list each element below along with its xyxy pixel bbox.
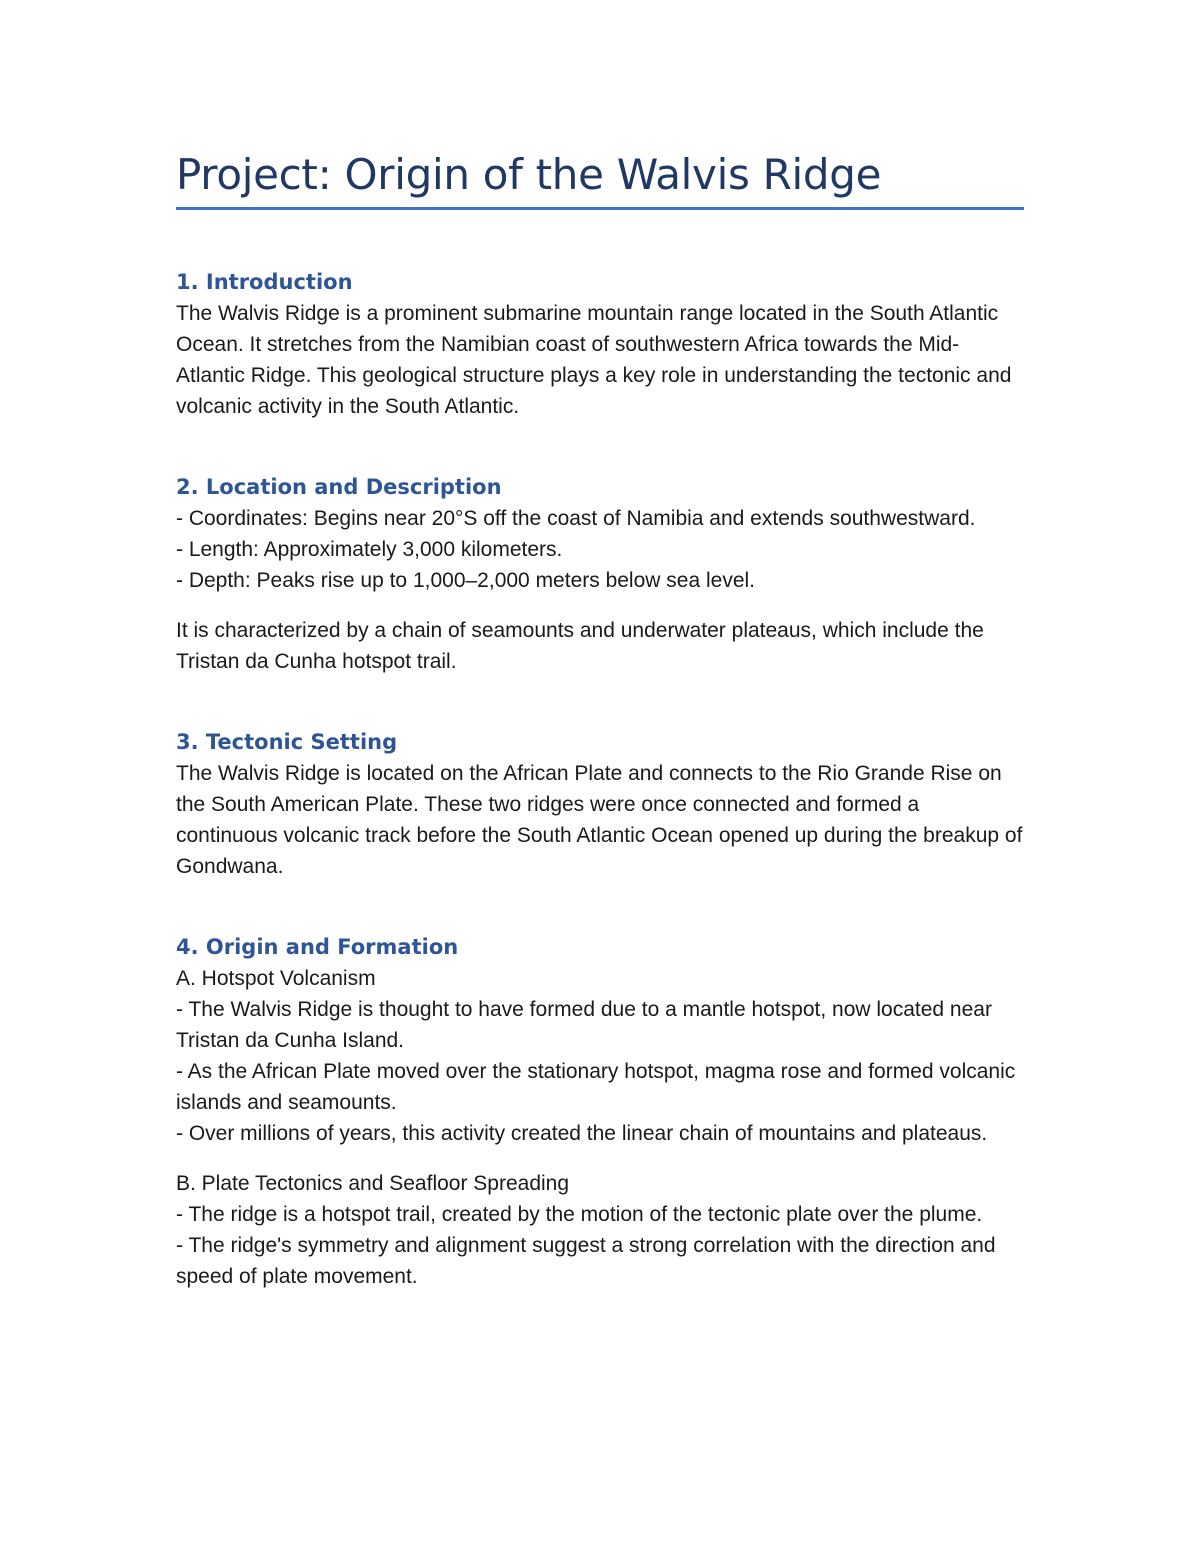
subsection-title: A. Hotspot Volcanism [176,967,376,990]
list-item: - The ridge is a hotspot trail, created by the motion of the tectonic plate over the plume. [176,1203,983,1226]
list-item: - Coordinates: Begins near 20°S off the coast of Namibia and extends southwestward. [176,507,976,530]
list-item: - Depth: Peaks rise up to 1,000–2,000 meters below sea level. [176,569,755,592]
list-item: - Over millions of years, this activity created the linear chain of mountains and plateaus. [176,1122,988,1145]
section-introduction [176,267,1024,422]
section-origin [176,932,1024,1292]
section-body: The Walvis Ridge is a prominent submarine mountain range located in the South Atlantic Ocean. It stretches from the Namibian coast of southwestern Africa towards the Mid-Atlantic Ridge. This geological structure plays a key role in understanding the tectonic and volcanic activity in the South Atlantic. [176,302,1012,418]
section-heading: 3. Tectonic Setting [176,730,398,754]
list-item: - The Walvis Ridge is thought to have formed due to a mantle hotspot, now located near Tristan da Cunha Island. [176,998,992,1052]
section-tectonic-setting [176,727,1024,882]
list-item: - The ridge's symmetry and alignment suggest a strong correlation with the direction and speed of plate movement. [176,1234,996,1288]
section-heading: 1. Introduction [176,270,353,294]
section-body: The Walvis Ridge is located on the African Plate and connects to the Rio Grande Rise on the South American Plate. These two ridges were once connected and formed a continuous volcanic track before the South Atlantic Ocean opened up during the breakup of Gondwana. [176,762,1023,878]
list-item: - As the African Plate moved over the stationary hotspot, magma rose and formed volcanic islands and seamounts. [176,1060,1016,1114]
document-title: Project: Origin of the Walvis Ridge [176,150,882,199]
section-heading: 4. Origin and Formation [176,935,459,959]
list-item: - Length: Approximately 3,000 kilometers. [176,538,563,561]
document-page [176,148,1024,1292]
subsection-title: B. Plate Tectonics and Seafloor Spreading [176,1172,570,1195]
section-heading: 2. Location and Description [176,475,502,499]
section-location [176,472,1024,677]
section-paragraph: It is characterized by a chain of seamounts and underwater plateaus, which include the Tristan da Cunha hotspot trail. [176,619,984,673]
